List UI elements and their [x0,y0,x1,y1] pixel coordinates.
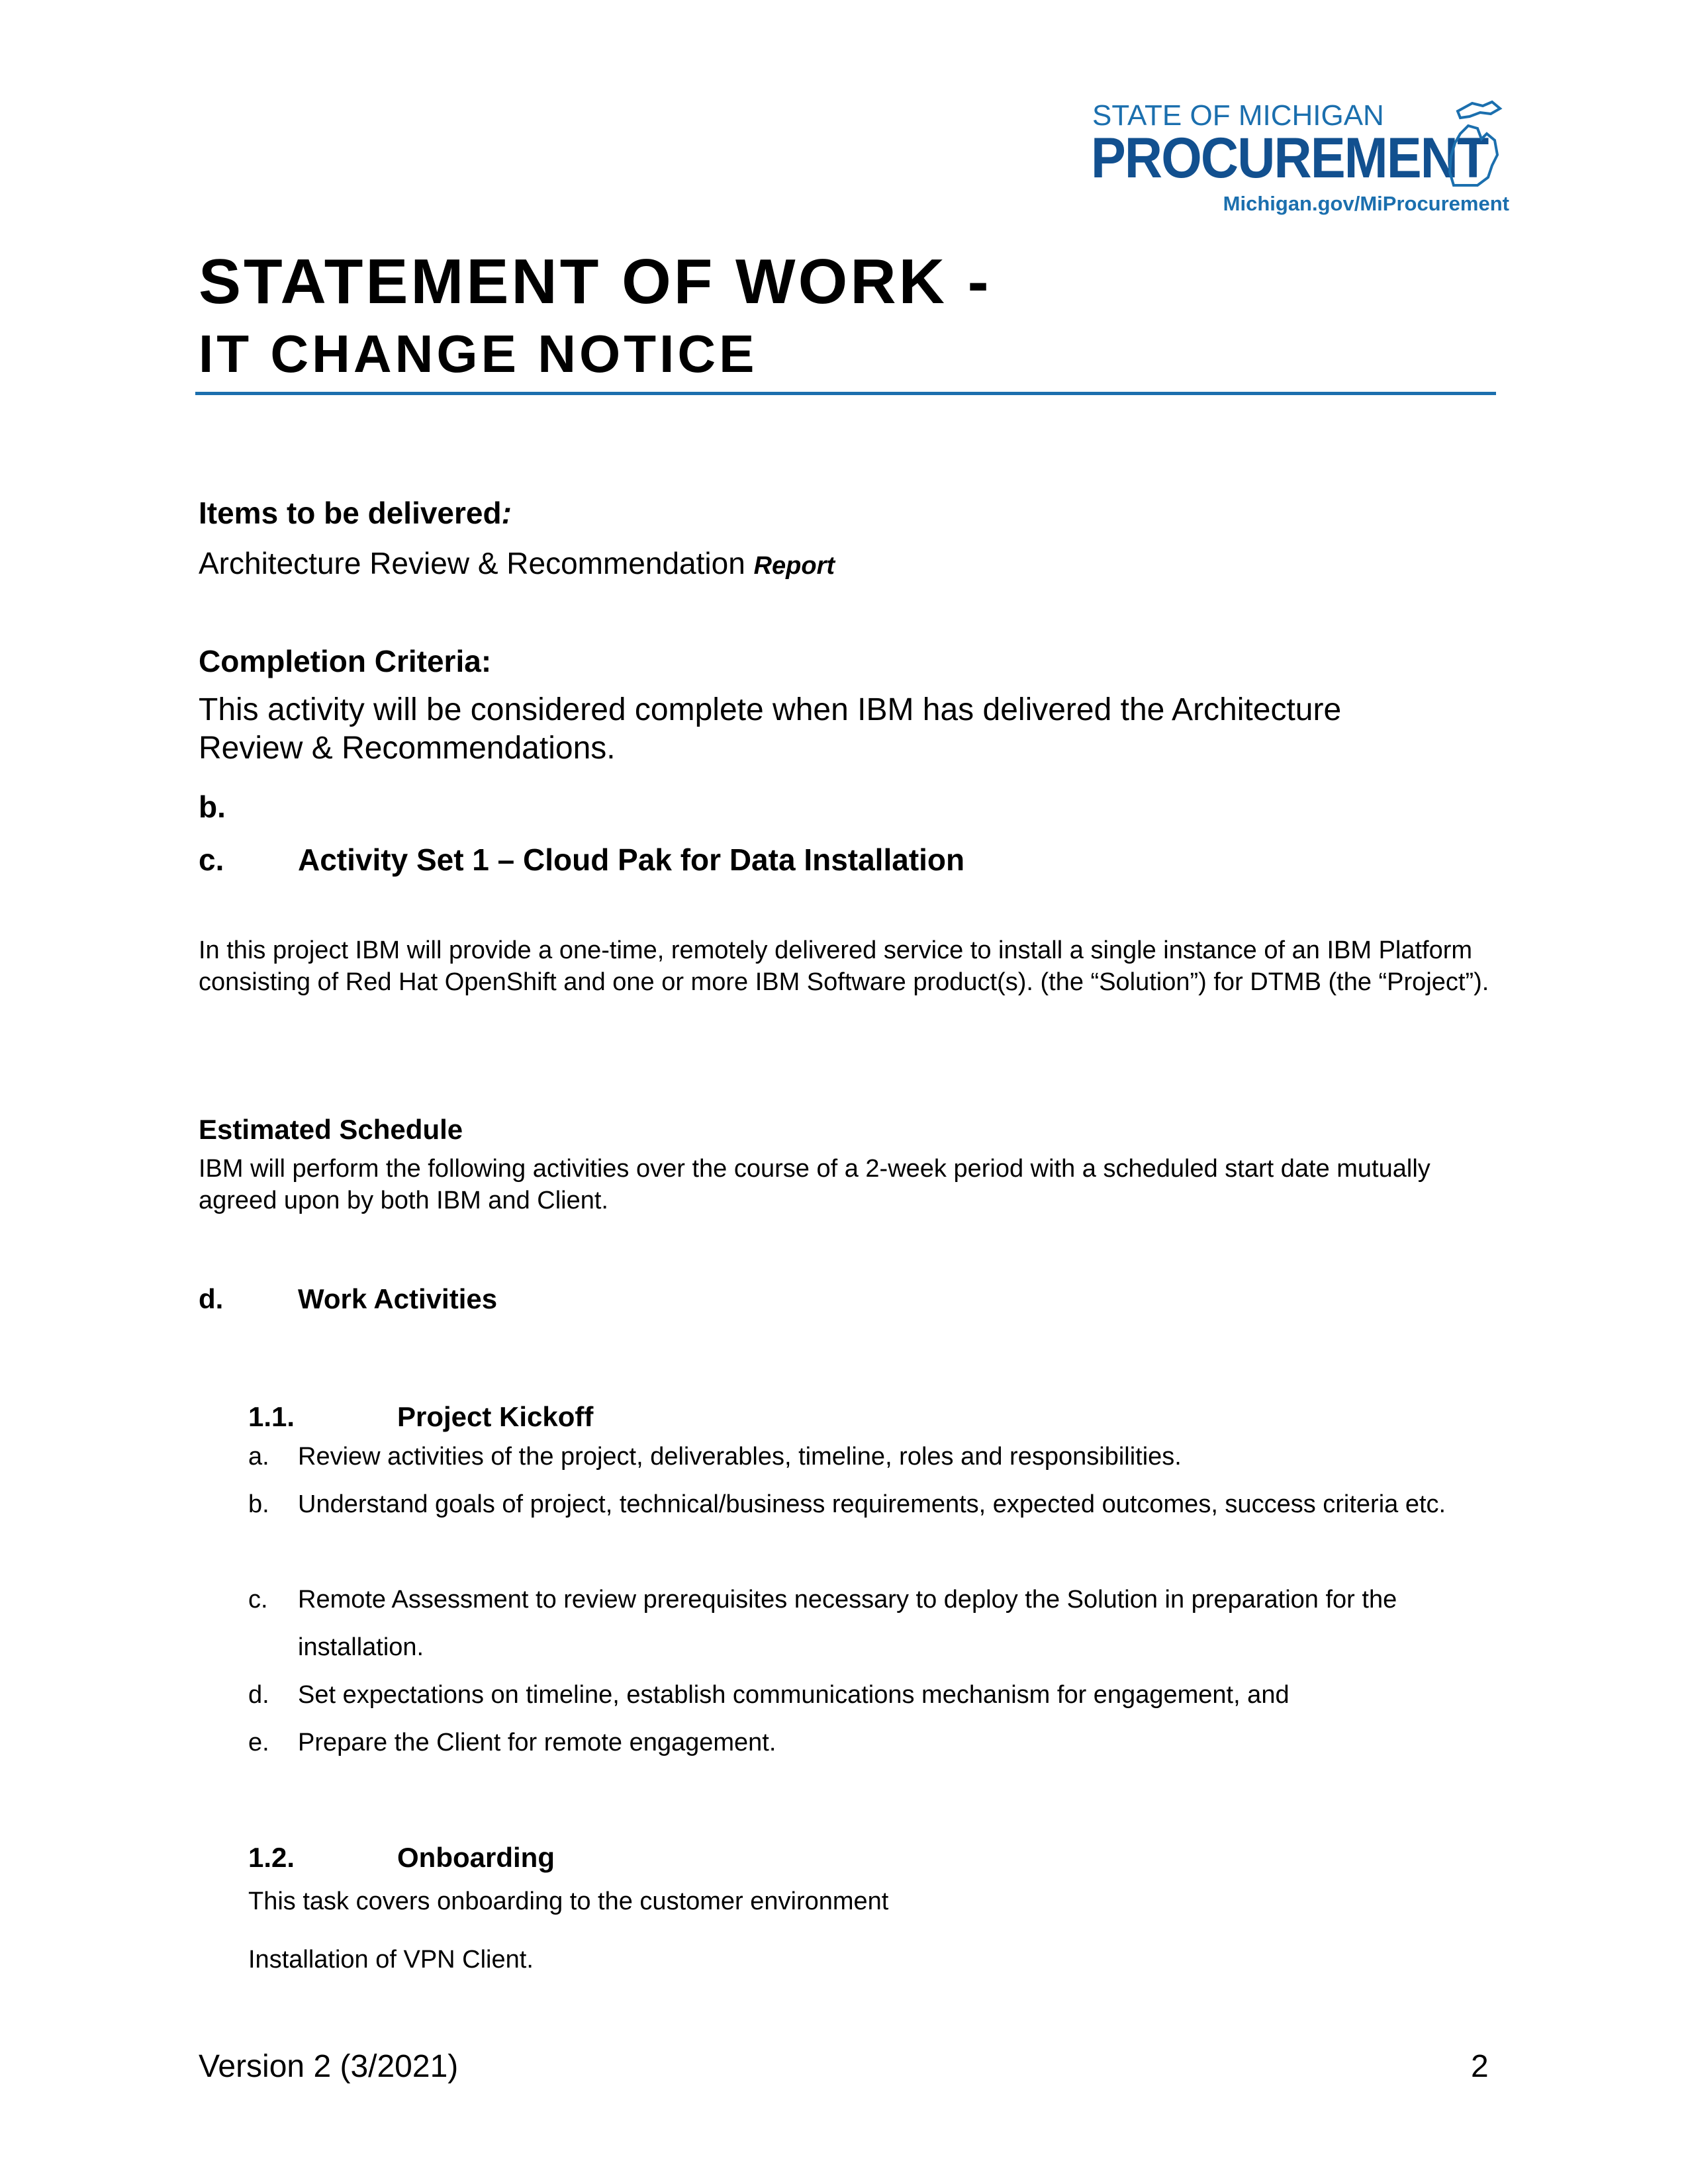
kickoff-heading: Project Kickoff [397,1401,594,1432]
completion-text: This activity will be considered complete when IBM has delivered the Architecture Review & Recommendations. [199,692,1342,766]
logo-top-line: STATE OF MICHIGAN [1092,99,1384,132]
list-item-text: Understand goals of project, technical/business requirements, expected outcomes, success criteria etc. [298,1490,1446,1518]
document-title: STATEMENT OF WORK - [199,246,992,317]
items-emphasis: Report [753,552,835,580]
procurement-logo [1086,99,1509,215]
onboarding-heading: Onboarding [397,1842,555,1873]
list-item-text: Set expectations on timeline, establish communications mechanism for engagement, and [298,1681,1289,1709]
logo-main-text: PROCUREMENT [1091,126,1488,190]
list-item-text: Prepare the Client for remote engagement. [298,1729,776,1756]
document-subtitle: IT CHANGE NOTICE [199,324,758,383]
section-c-text: In this project IBM will provide a one-time, remotely delivered service to install a single instance of an IBM Platform consisting of Red Hat OpenShift and one or more IBM Software product(s). (the “Solution”) for DTMB (the “Project”). [199,936,1489,996]
section-c-heading: Activity Set 1 – Cloud Pak for Data Installation [298,842,965,877]
list-item-label: e. [248,1729,269,1756]
logo-url: Michigan.gov/MiProcurement [1223,192,1509,215]
onboarding-text: This task covers onboarding to the customer environment [248,1888,889,1915]
list-item-text: Remote Assessment to review prerequisites necessary to deploy the Solution in preparation for the installation. [298,1586,1397,1661]
section-b-label: b. [199,790,226,824]
section-c-label: c. [199,842,224,877]
items-heading: Items to be delivered: [199,496,512,530]
schedule-heading: Estimated Schedule [199,1114,463,1145]
michigan-map-icon [1431,99,1509,192]
list-item-label: c. [248,1586,268,1614]
title-divider [195,392,1496,395]
onboarding-vpn-text: Installation of VPN Client. [248,1946,534,1974]
schedule-text: IBM will perform the following activities over the course of a 2-week period with a scheduled start date mutually agreed upon by both IBM and Client. [199,1155,1430,1214]
section-d-label: d. [199,1283,224,1314]
section-d-heading: Work Activities [298,1283,498,1314]
kickoff-number: 1.1. [248,1401,295,1432]
list-item-label: b. [248,1490,269,1518]
footer-version: Version 2 (3/2021) [199,2049,459,2084]
completion-heading: Completion Criteria: [199,644,492,678]
list-item-text: Review activities of the project, deliverables, timeline, roles and responsibilities. [298,1443,1182,1471]
list-item-label: a. [248,1443,269,1471]
items-text: Architecture Review & Recommendation Report [199,546,835,580]
onboarding-number: 1.2. [248,1842,295,1873]
page-number: 2 [1471,2049,1489,2084]
list-item-label: d. [248,1681,269,1709]
